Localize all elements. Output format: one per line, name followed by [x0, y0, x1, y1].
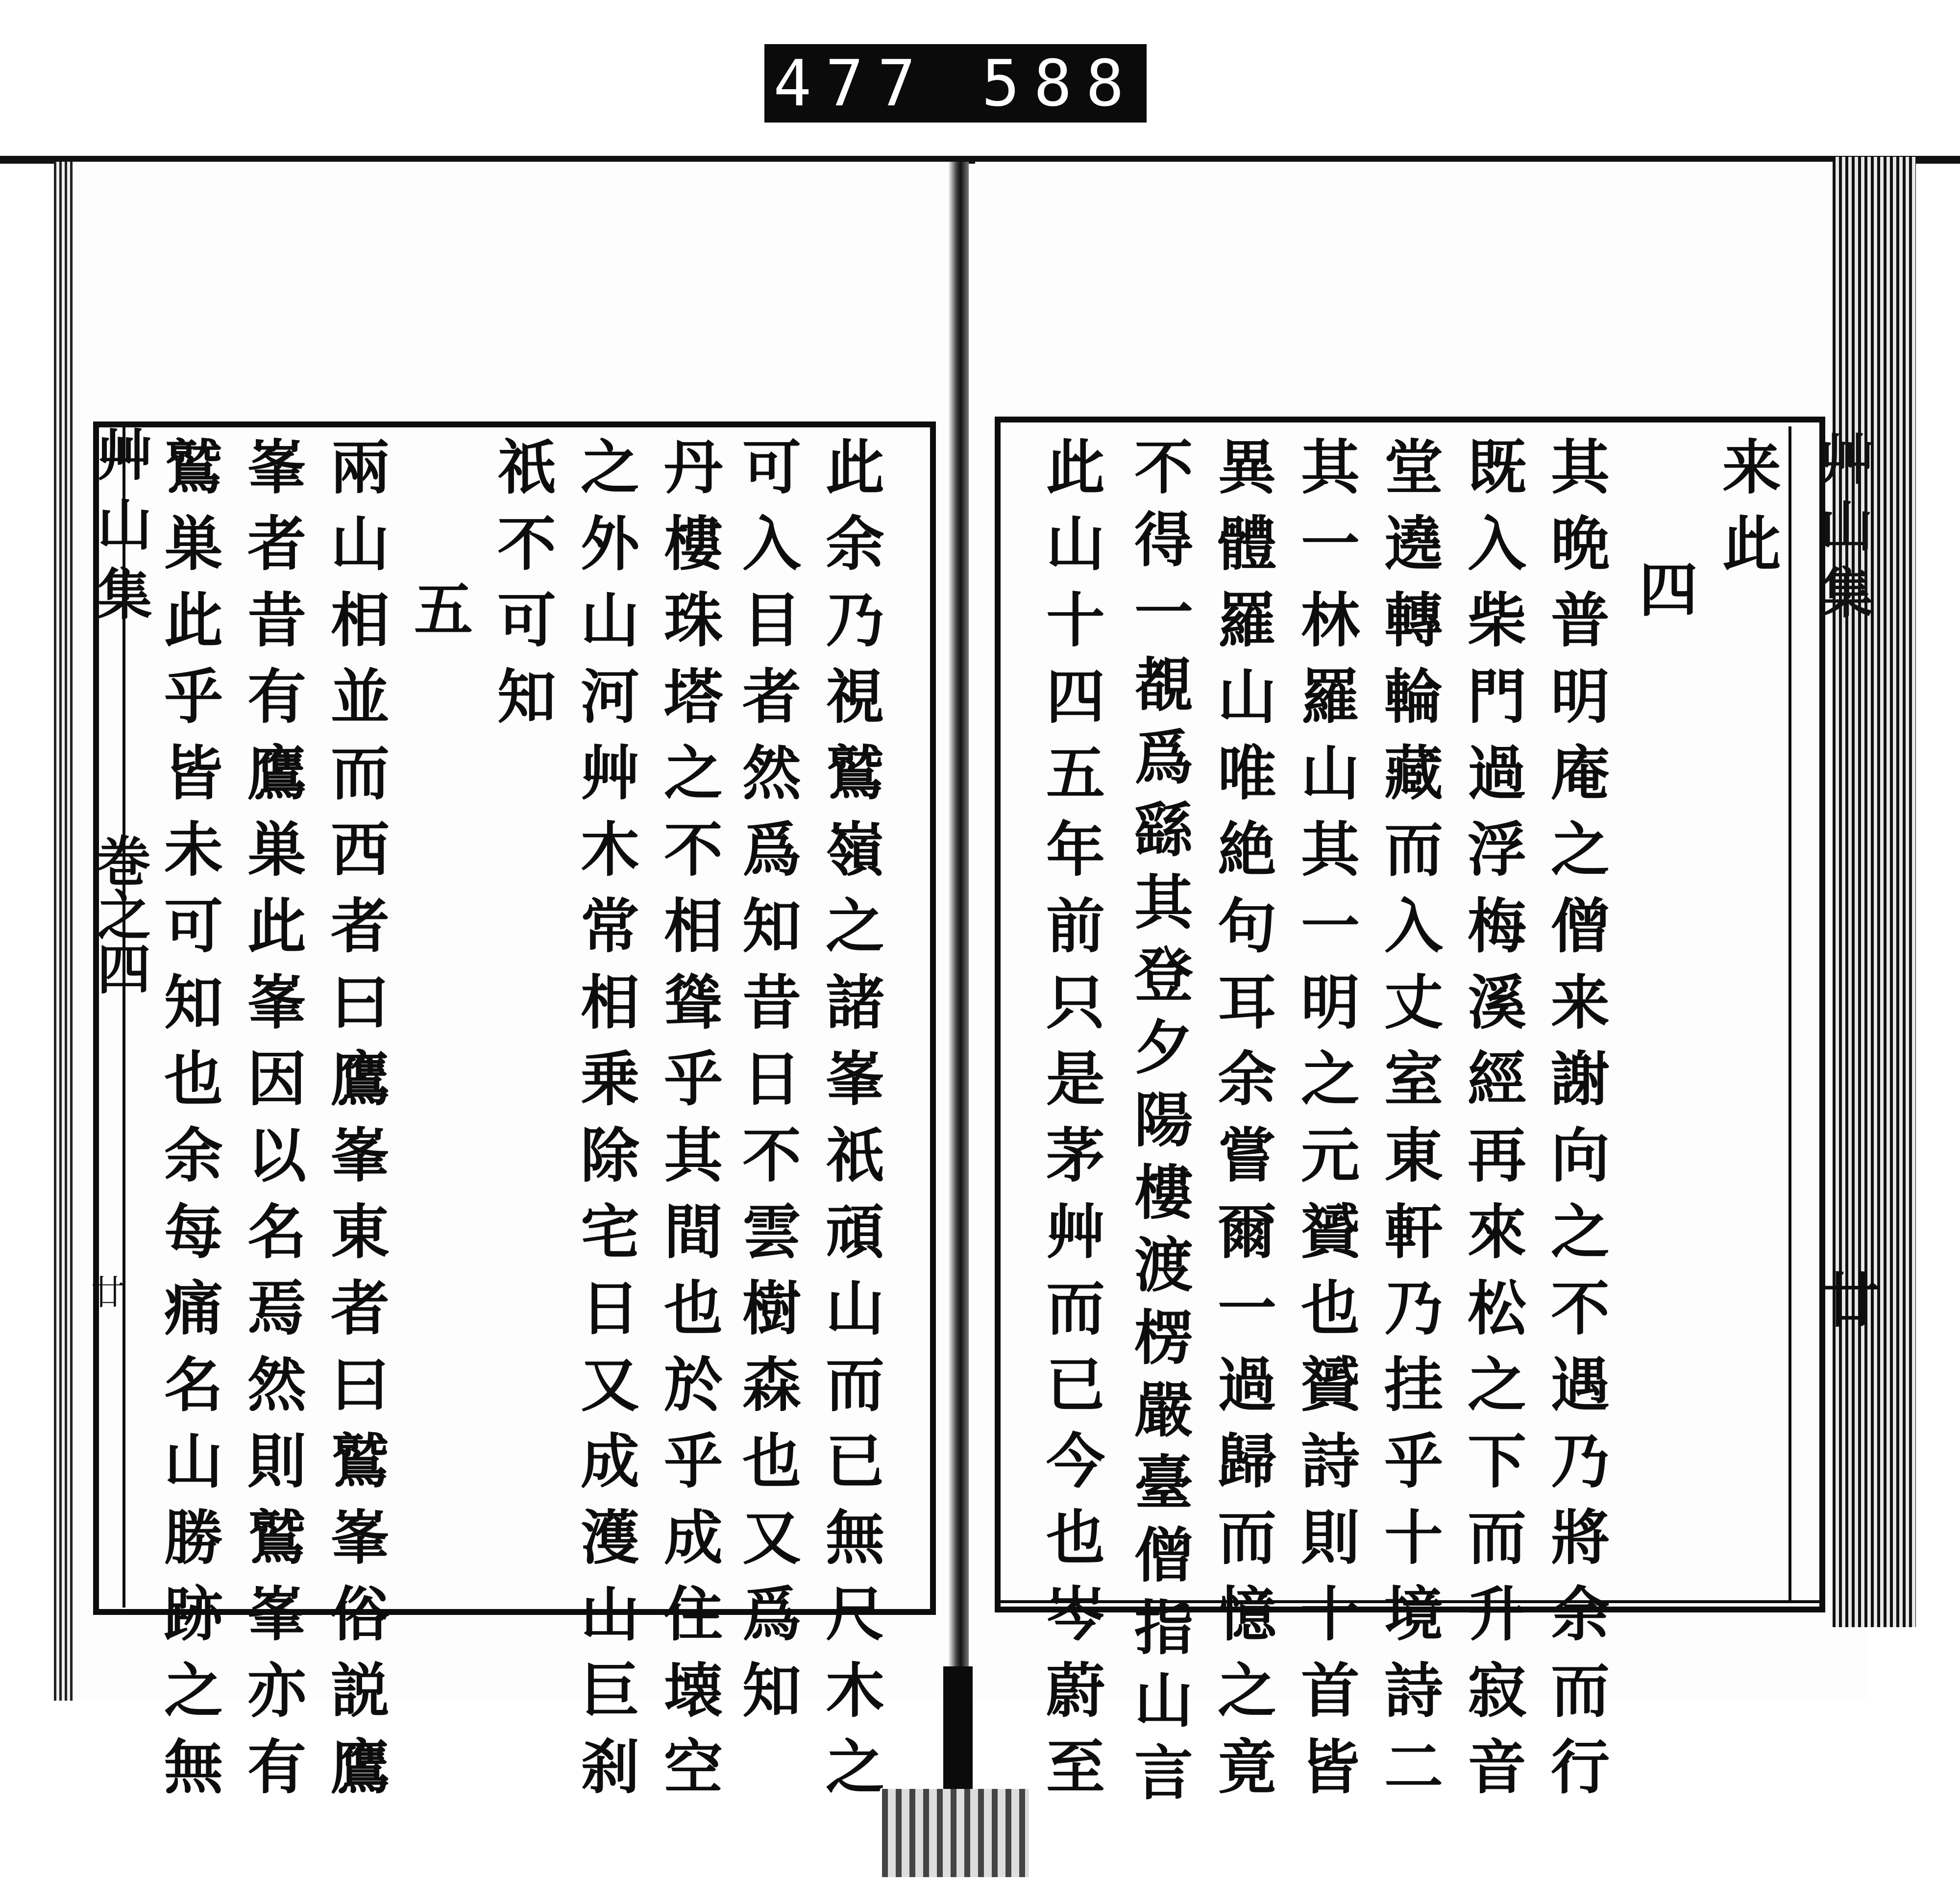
left-section-heading: 五 — [404, 578, 473, 655]
left-col-9: 鷲巣此乎皆未可知也余每痛名山勝跡之無 — [154, 436, 223, 1812]
right-col-4: 既入柴門過浮梅溪經再來松之下而升寂音 — [1458, 436, 1527, 1812]
left-col-8: 峯者昔有鷹巣此峯因以名焉然則鷲峯亦有 — [238, 436, 307, 1812]
right-gutter-title: 艸山集 — [1811, 431, 1874, 631]
right-col-3: 其晩普明庵之僧来謝向之不遇乃將余而行 — [1541, 436, 1610, 1812]
right-page-edge — [1833, 157, 1916, 1627]
left-col-5: 祇不可知 — [488, 436, 557, 742]
left-page-edge — [54, 162, 74, 1701]
left-col-3: 丹樓珠塔之不相聳乎其間也於乎成住壊空 — [654, 436, 723, 1812]
right-col-8: 不得一覩爲繇其登夕陽樓渡楞嚴臺僧指山言 — [1125, 436, 1194, 1814]
left-col-4: 之外山河艸木常相乗除宅日又成濩山巨刹 — [571, 436, 640, 1812]
right-gutter-rule — [1788, 426, 1791, 1603]
left-col-7: 兩山相並而西者曰鷹峯東者曰鷲峯俗説鷹 — [321, 436, 390, 1812]
left-col-2: 可入目者然爲知昔日不雲樹森也又爲知 — [733, 436, 802, 1736]
left-gutter-volume: 巻之四 — [88, 833, 151, 995]
right-gutter-folio: 廿 — [1811, 1269, 1880, 1328]
book-spine — [948, 162, 969, 1745]
right-col-9: 此山十四五年前只是茅艸而已今也岑蔚至 — [1036, 436, 1105, 1812]
right-col-7: 異體羅山唯絶句耳余嘗爾一過歸而憶之竟 — [1208, 436, 1277, 1812]
spine-base — [882, 1789, 1029, 1877]
left-col-1: 此余乃視鷲嶺之諸峯祇頑山而已無尺木之 — [816, 436, 885, 1812]
right-col-1: 来此 — [1713, 436, 1782, 589]
left-gutter-folio: 廿 — [85, 1274, 125, 1309]
archive-number-label: 477 588 — [764, 44, 1147, 123]
right-col-5: 堂遶轉輪藏而入丈室東軒乃挂乎十境詩二 — [1374, 436, 1444, 1812]
spine-tie — [943, 1666, 973, 1804]
left-gutter-title: 艸山集 — [88, 426, 152, 635]
right-section-heading: 四 — [1629, 559, 1698, 635]
right-col-6: 其一林羅山其一明之元贇也贇詩則十首皆 — [1291, 436, 1360, 1812]
